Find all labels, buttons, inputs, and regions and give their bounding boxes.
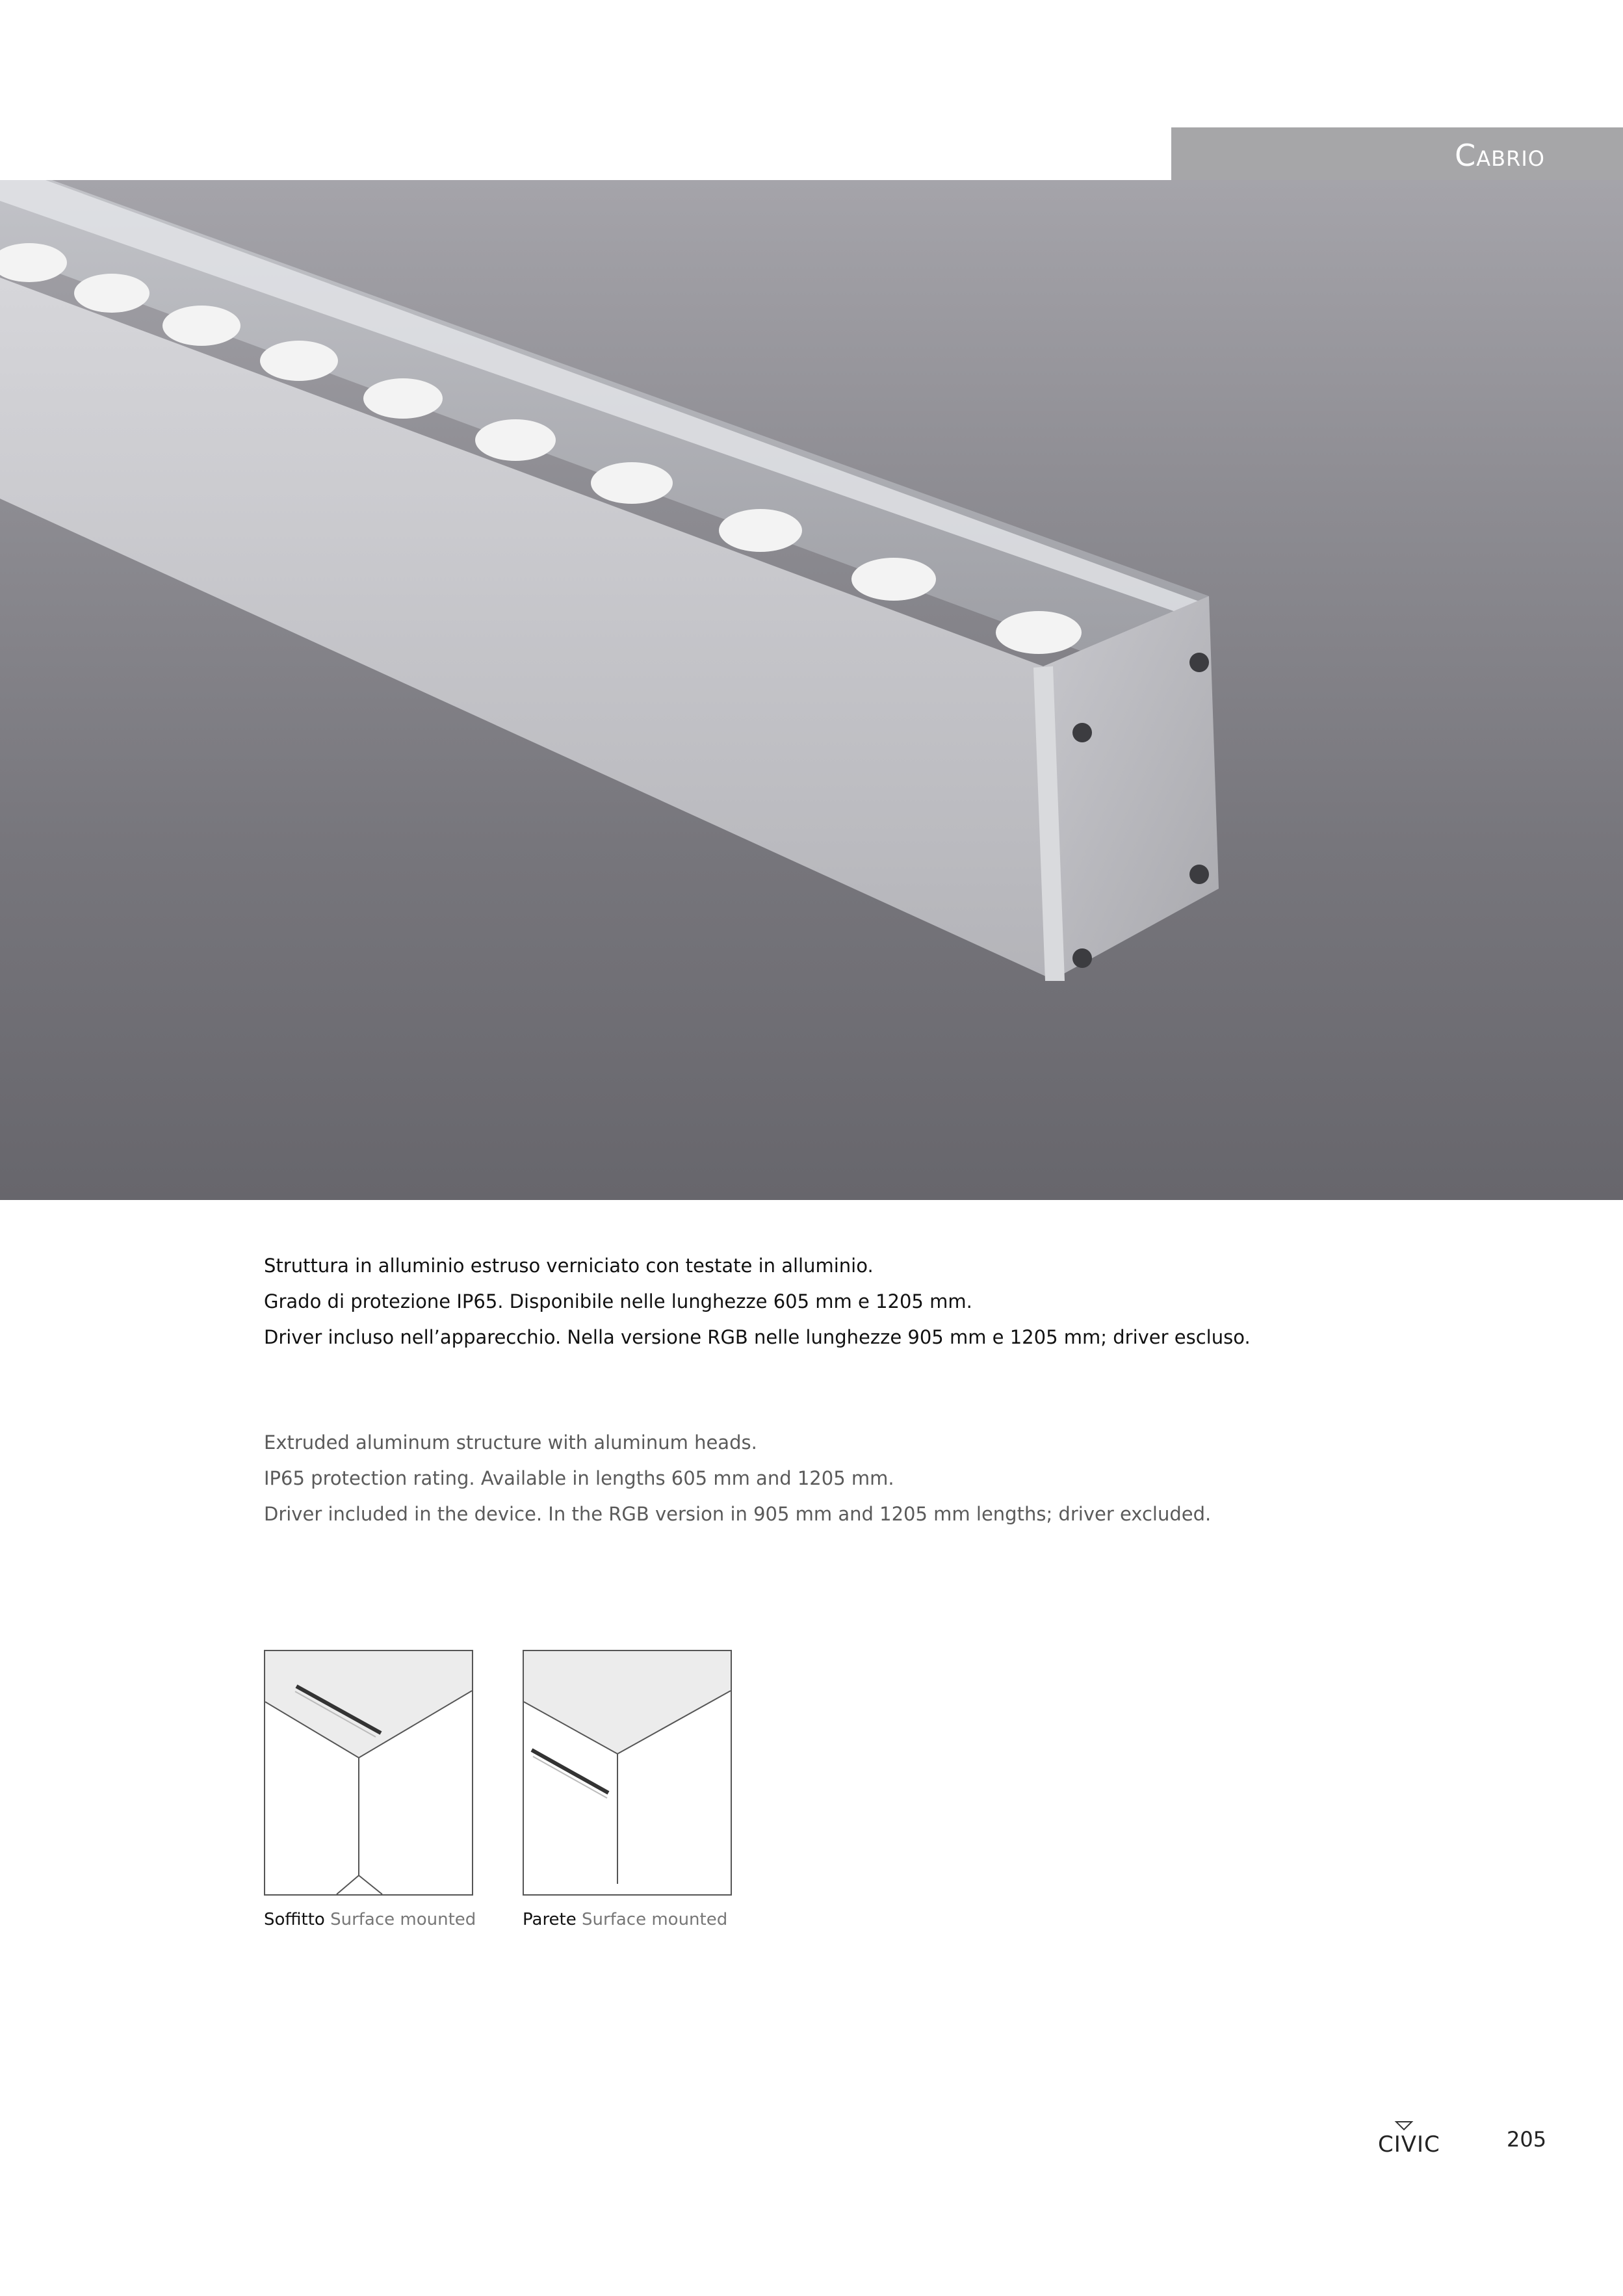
description-italian	[264, 1248, 1434, 1355]
description-line: Extruded aluminum structure with aluminum heads.	[264, 1431, 757, 1454]
description-english	[264, 1425, 1434, 1532]
page-number: 205	[1507, 2127, 1547, 2152]
description-line: IP65 protection rating. Available in lengths 605 mm and 1205 mm.	[264, 1467, 894, 1489]
wall-mount-icon	[523, 1650, 732, 1896]
wall-mount-caption	[523, 1910, 727, 1929]
description-line: Driver incluso nell’apparecchio. Nella versione RGB nelle lunghezze 905 mm e 1205 mm; driver escluso.	[264, 1326, 1251, 1348]
civic-logo	[1378, 2120, 1443, 2159]
mount-label-en: Surface mounted	[582, 1910, 728, 1929]
description-line: Driver included in the device. In the RGB version in 905 mm and 1205 mm lengths; driver excluded.	[264, 1503, 1212, 1525]
svg-text:CIVIC: CIVIC	[1378, 2132, 1440, 2158]
led-bar-illustration	[0, 180, 1623, 1200]
description-line: Struttura in alluminio estruso verniciato con testate in alluminio.	[264, 1255, 874, 1277]
page-title: Cabrio	[1455, 138, 1545, 173]
mount-label-it: Parete	[523, 1910, 577, 1929]
ceiling-mount-caption	[264, 1910, 476, 1929]
mount-label-it: Soffitto	[264, 1910, 325, 1929]
mount-label-en: Surface mounted	[330, 1910, 476, 1929]
ceiling-mount-icon	[264, 1650, 473, 1896]
product-photo	[0, 180, 1623, 1200]
title-bar	[1171, 127, 1623, 180]
description-line: Grado di protezione IP65. Disponibile nelle lunghezze 605 mm e 1205 mm.	[264, 1290, 972, 1312]
